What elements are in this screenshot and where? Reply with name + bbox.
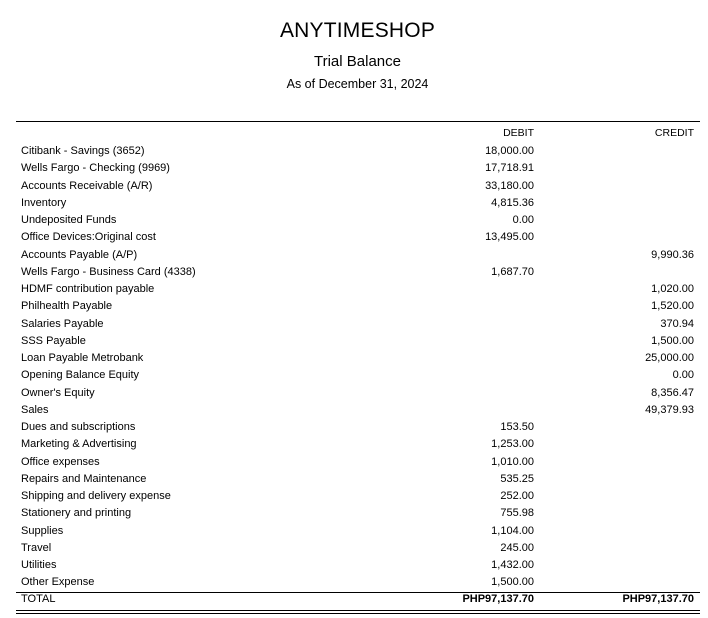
table-row	[16, 298, 700, 315]
account-name: Travel	[21, 541, 52, 554]
table-row	[16, 471, 700, 488]
debit-amount: 252.00	[500, 490, 534, 502]
account-name: Citibank - Savings (3652)	[21, 145, 145, 157]
table-row	[16, 557, 700, 574]
debit-amount: 245.00	[500, 541, 534, 554]
account-name: Shipping and delivery expense	[21, 490, 171, 502]
account-name: Utilities	[21, 559, 57, 571]
debit-amount: 17,718.91	[485, 162, 534, 175]
account-name: Wells Fargo - Business Card (4338)	[21, 265, 196, 278]
table-row	[16, 523, 700, 540]
credit-amount: 1,500.00	[651, 334, 694, 347]
table-row	[16, 505, 700, 522]
table-row	[16, 178, 700, 195]
credit-amount: 0.00	[672, 369, 694, 382]
debit-amount: 535.25	[500, 472, 534, 485]
debit-amount: 18,000.00	[485, 145, 534, 157]
debit-amount: 1,253.00	[491, 438, 534, 451]
table-row	[16, 367, 700, 384]
credit-amount: 49,379.93	[645, 403, 694, 416]
credit-amount: 9,990.36	[651, 248, 694, 261]
table-row	[16, 316, 700, 333]
total-debit: PHP97,137.70	[462, 593, 534, 605]
table-row	[16, 212, 700, 229]
table-row	[16, 419, 700, 436]
debit-amount: 4,815.36	[491, 196, 534, 209]
total-double-rule-lower	[16, 613, 700, 614]
account-name: Inventory	[21, 196, 67, 209]
account-name: HDMF contribution payable	[21, 283, 155, 295]
total-top-rule	[16, 592, 700, 593]
total-label: TOTAL	[21, 593, 56, 605]
table-row	[16, 574, 700, 591]
debit-amount: 1,687.70	[491, 265, 534, 278]
credit-amount: 1,020.00	[651, 283, 694, 295]
debit-amount: 33,180.00	[485, 179, 534, 192]
table-row	[16, 436, 700, 453]
total-credit: PHP97,137.70	[622, 593, 694, 605]
debit-column-header: DEBIT	[503, 127, 534, 139]
account-name: Accounts Payable (A/P)	[21, 248, 138, 261]
table-row	[16, 247, 700, 264]
account-name: Marketing & Advertising	[21, 438, 137, 451]
total-double-rule-upper	[16, 610, 700, 611]
account-name: Office Devices:Original cost	[21, 231, 156, 244]
table-row	[16, 229, 700, 246]
report-date: As of December 31, 2024	[286, 77, 429, 91]
credit-amount: 8,356.47	[651, 386, 694, 399]
account-name: Repairs and Maintenance	[21, 472, 147, 485]
table-row	[16, 402, 700, 419]
debit-amount: 13,495.00	[485, 231, 534, 244]
account-name: Office expenses	[21, 455, 100, 468]
account-name: Wells Fargo - Checking (9969)	[21, 162, 170, 175]
table-row	[16, 488, 700, 505]
total-row	[16, 591, 700, 608]
debit-amount: 1,500.00	[491, 576, 534, 589]
account-name: Undeposited Funds	[21, 214, 117, 226]
account-name: Sales	[21, 403, 49, 416]
table-row	[16, 264, 700, 281]
table-row	[16, 160, 700, 177]
debit-amount: 153.50	[500, 421, 534, 433]
account-name: Opening Balance Equity	[21, 369, 140, 382]
account-name: Supplies	[21, 524, 64, 537]
table-row	[16, 333, 700, 350]
account-name: Loan Payable Metrobank	[21, 352, 144, 364]
account-name: Other Expense	[21, 576, 95, 589]
debit-amount: 755.98	[500, 507, 534, 520]
table-row	[16, 143, 700, 160]
account-name: Owner's Equity	[21, 386, 95, 399]
table-row	[16, 454, 700, 471]
report-title: Trial Balance	[314, 53, 401, 70]
table-row	[16, 195, 700, 212]
account-name: SSS Payable	[21, 334, 86, 347]
credit-amount: 370.94	[660, 317, 694, 330]
table-row	[16, 350, 700, 367]
debit-amount: 1,010.00	[491, 455, 534, 468]
header-divider	[16, 121, 700, 122]
table-row	[16, 385, 700, 402]
account-name: Accounts Receivable (A/R)	[21, 179, 153, 192]
account-name: Dues and subscriptions	[21, 421, 136, 433]
credit-amount: 1,520.00	[651, 300, 694, 313]
account-name: Salaries Payable	[21, 317, 104, 330]
table-row	[16, 540, 700, 557]
credit-amount: 25,000.00	[645, 352, 694, 364]
account-name: Philhealth Payable	[21, 300, 113, 313]
debit-amount: 1,104.00	[491, 524, 534, 537]
trial-balance-table	[16, 143, 700, 608]
debit-amount: 1,432.00	[491, 559, 534, 571]
credit-column-header: CREDIT	[654, 127, 694, 139]
account-name: Stationery and printing	[21, 507, 132, 520]
company-name: ANYTIMESHOP	[279, 19, 436, 42]
debit-amount: 0.00	[512, 214, 534, 226]
table-row	[16, 281, 700, 298]
